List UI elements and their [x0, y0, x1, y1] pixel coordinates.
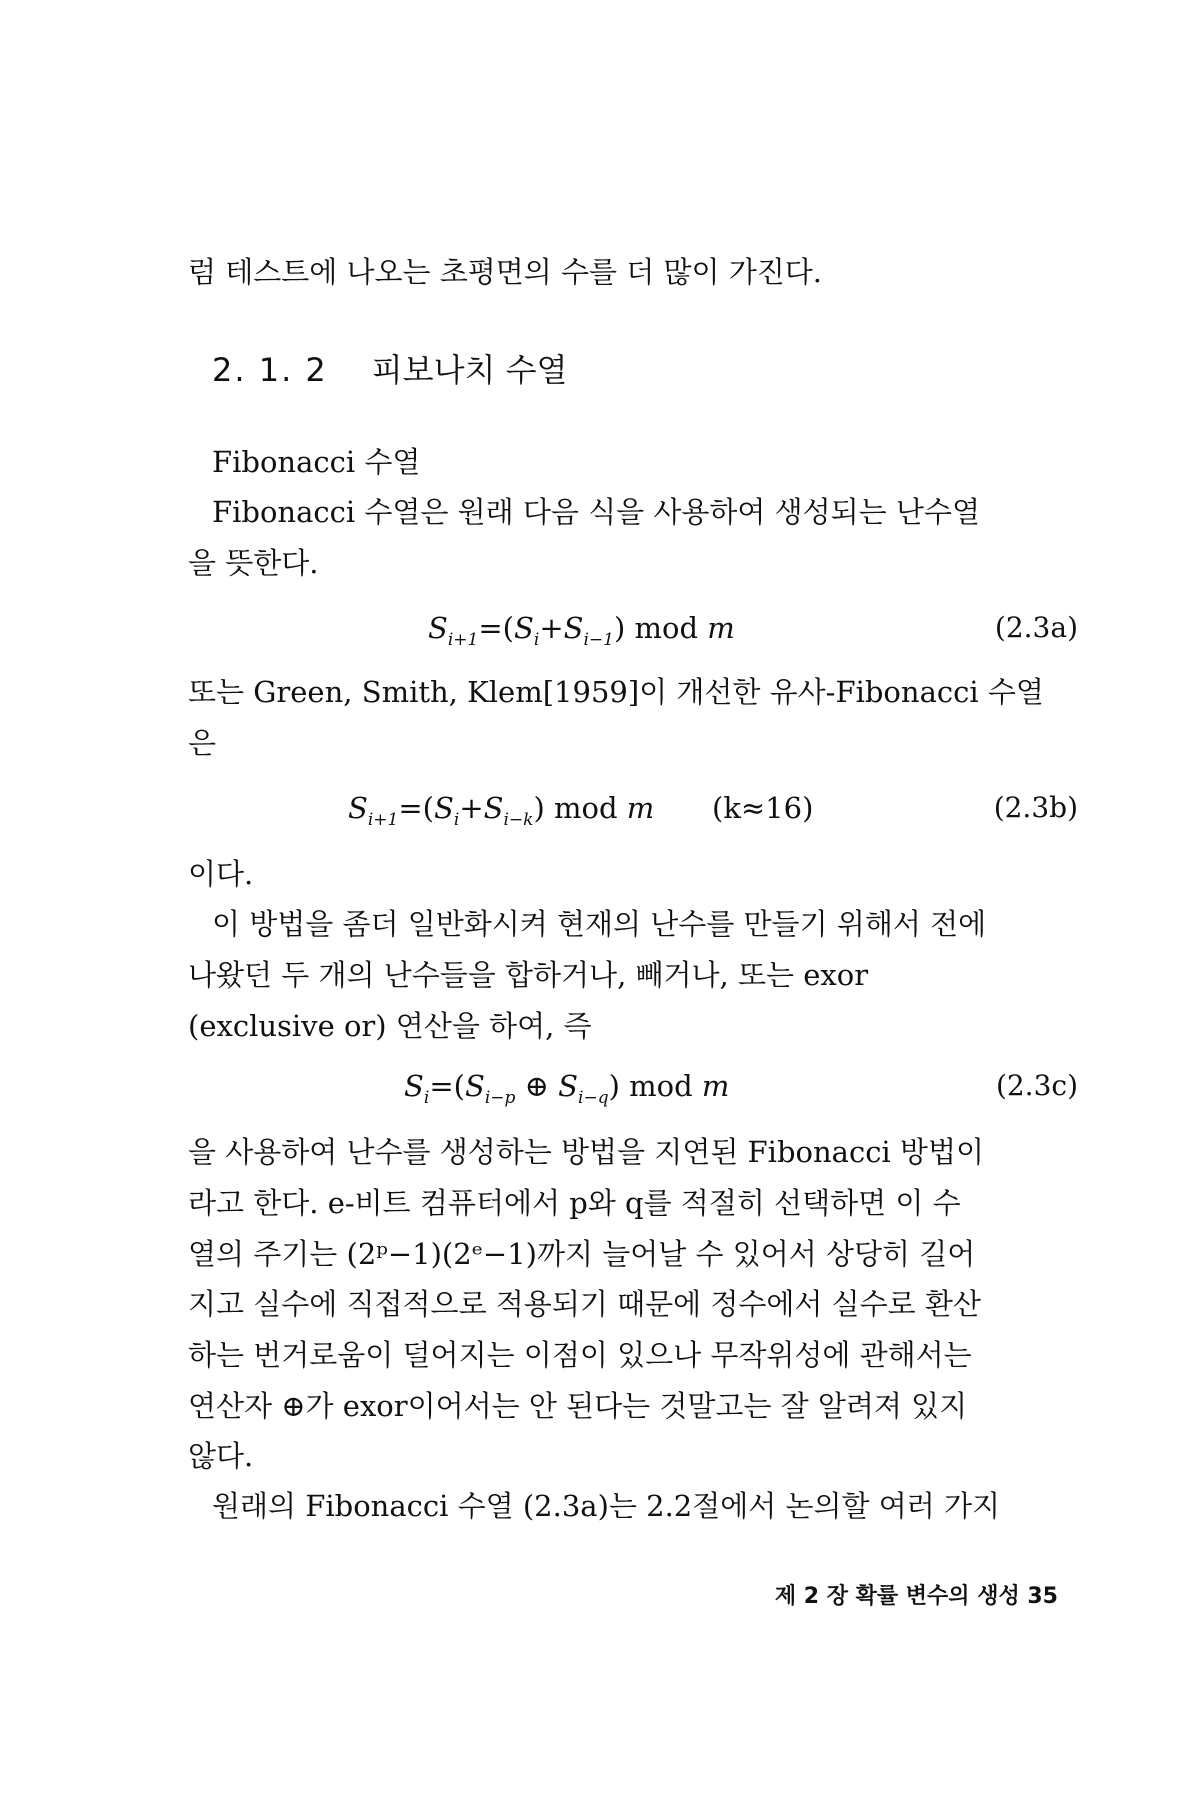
- paragraph-line: 나왔던 두 개의 난수들을 합하거나, 빼거나, 또는 exor: [188, 958, 869, 992]
- equation-condition: (k≈16): [712, 791, 814, 825]
- paragraph-heading: Fibonacci 수열: [212, 445, 421, 479]
- paragraph-line: 이다.: [188, 857, 254, 891]
- equation-2-3a: $S_{i+1}=(S_i+S_{i-1})$ mod m: [428, 611, 735, 650]
- paragraph-line: 않다.: [188, 1439, 254, 1473]
- top-line: 럼 테스트에 나오는 초평면의 수를 더 많이 가진다.: [188, 255, 823, 289]
- equation-number: (2.3b): [993, 791, 1078, 824]
- paragraph-line: 원래의 Fibonacci 수열 (2.3a)는 2.2절에서 논의할 여러 가지: [212, 1489, 1001, 1523]
- paragraph-line: 은: [188, 726, 217, 760]
- section-title: 피보나치 수열: [371, 351, 568, 389]
- paragraph-line: 라고 한다. e-비트 컴퓨터에서 p와 q를 적절히 선택하면 이 수: [188, 1186, 961, 1220]
- section-number: 2. 1. 2: [212, 351, 328, 389]
- section-heading: [212, 350, 567, 390]
- paragraph-line: 을 사용하여 난수를 생성하는 방법을 지연된 Fibonacci 방법이: [188, 1135, 984, 1169]
- paragraph-line: 열의 주기는 (2ᵖ−1)(2ᵉ−1)까지 늘어날 수 있어서 상당히 길어: [188, 1237, 976, 1271]
- paragraph-line: 또는 Green, Smith, Klem[1959]이 개선한 유사-Fibonacci 수열: [188, 675, 1044, 709]
- equation-2-3c: $S_i=(S_{i-p}$ ⊕ $S_{i-q}$) mod m: [404, 1069, 730, 1108]
- equation-2-3b: $S_{i+1}=(S_i+S_{i-k})$ mod m: [348, 791, 655, 830]
- paragraph-line: Fibonacci 수열은 원래 다음 식을 사용하여 생성되는 난수열: [212, 495, 980, 529]
- paragraph-line: 하는 번거로움이 덜어지는 이점이 있으나 무작위성에 관해서는: [188, 1338, 972, 1372]
- paragraph-line: 연산자 ⊕가 exor이어서는 안 된다는 것말고는 잘 알려져 있지: [188, 1389, 968, 1423]
- paragraph-line: 지고 실수에 직접적으로 적용되기 때문에 정수에서 실수로 환산: [188, 1287, 981, 1321]
- equation-number: (2.3c): [995, 1069, 1078, 1102]
- paragraph-line: 을 뜻한다.: [188, 546, 319, 580]
- page-footer: 제 2 장 확률 변수의 생성 35: [774, 1584, 1058, 1609]
- paragraph-line: 이 방법을 좀더 일반화시켜 현재의 난수를 만들기 위해서 전에: [212, 907, 987, 941]
- paragraph-line: (exclusive or) 연산을 하여, 즉: [188, 1009, 592, 1043]
- equation-number: (2.3a): [994, 611, 1078, 644]
